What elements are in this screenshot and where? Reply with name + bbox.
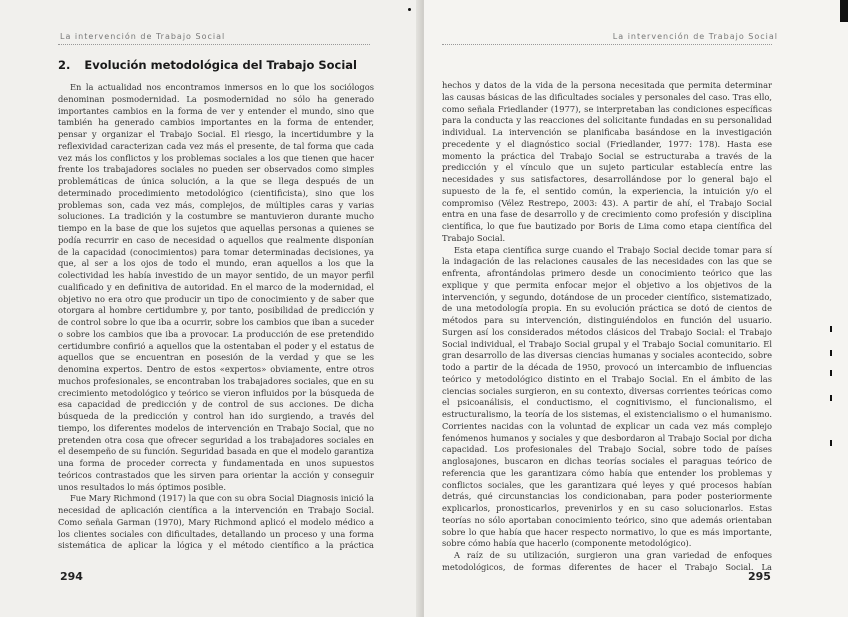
section-title: Evolución metodológica del Trabajo Social xyxy=(84,58,357,72)
left-paragraph-2: Fue Mary Richmond (1917) la que con su obra Social Diagnosis inició la necesidad de aplicación científica a la intervención en Trabajo Social. Como señala Garman (1970), Mary Richmond aplicó el modelo médico a los clientes sociales con dificultades, detallando un proceso y una forma sistemática de aplicar la lógica y el método científico a la práctica xyxy=(58,493,374,550)
section-number: 2. xyxy=(58,58,71,72)
header-rule-right xyxy=(442,44,772,45)
right-paragraph-2: Esta etapa científica surge cuando el Trabajo Social decide tomar para sí la indagación de las relaciones causales de las necesidades con las que se enfrenta, afrontándolas primero desde un conocimiento teórico que las explique y que permita enfocar mejor el objetivo a los objetivos de la intervención, y segundo, dotándose de un proceder científico, sistematizado, de una metodología propia. En su evolución práctica se dotó de cientos de métodos para su intervención, distinguiéndolos en función del usuario. Surgen así los considerados métodos clásicos del Trabajo Social: el Trabajo Social individual, el Trabajo Social grupal y el Trabajo Social comunitario. El gran desarrollo de las diversas ciencias humanas y sociales acontecido, sobre todo a partir de la década de 1950, provocó un intercambio de influencias teórico y metodológico distinto en el Trabajo Social. En el ámbito de las ciencias sociales surgieron, en su contexto, diversas corrientes teóricas como el psicoanálisis, el conductismo, el cognitivismo, el funcionalismo, el estructuralismo, la teoría de los sistemas, el existencialismo o el humanismo. Corrientes nacidas con la voluntad de explicar un cada vez más complejo fenómenos humanos y sociales y que desbordaron al Trabajo Social por dicha capacidad. Los profesionales del Trabajo Social, sobre todo de países anglosajones, buscaron en dichas teorías sociales el paraguas teórico de referencia que les garantizara cómo había que entender los problemas y conflictos sociales, que les garantizara qué leyes y qué procesos habían detrás, qué circunstancias los condicionaban, para poder posteriormente explicarlos, pronosticarlos, prevenirlos y en su caso solucionarlos. Estas teorías no sólo aportaban conocimiento teórico, sino que además orientaban sobre lo que había que hacer respecto normativo, lo que es más importante, sobre cómo había que hacerlo (componente metodológico). xyxy=(442,244,772,549)
scan-tick-4 xyxy=(830,395,832,401)
header-rule-left xyxy=(58,44,370,45)
section-heading xyxy=(58,58,357,72)
right-paragraph-3: A raíz de su utilización, surgieron una gran variedad de enfoques metodológicos, de formas diferentes de hacer el Trabajo Social. La xyxy=(442,550,772,572)
right-text-column xyxy=(442,80,772,572)
scan-tick-2 xyxy=(830,350,832,356)
right-paragraph-1: hechos y datos de la vida de la persona necesitada que permita determinar las causas básicas de las dificultades sociales y personales del caso. Tras ello, como señala Friedlander (1977), se interpretaban las condiciones específicas para la conducta y las reacciones del solicitante fundadas en su personalidad individual. La intervención se planificaba basándose en la investigación precedente y el diagnóstico social (Friedlander, 1977: 178). Hasta ese momento la práctica del Trabajo Social se estructuraba a través de la predicción y el vínculo que un sujeto particular establecía entre las necesidades y sus satisfactores, desarrollándose por lo general bajo el supuesto de la fe, el sentido común, la experiencia, la intuición y/o el compromiso (Vélez Restrepo, 2003: 43). A partir de ahí, el Trabajo Social entra en una fase de desarrollo y de crecimiento como profesión y disciplina científica, lo que fue bautizado por Boris de Lima como etapa científica del Trabajo Social. xyxy=(442,80,772,243)
running-head-left: La intervención de Trabajo Social xyxy=(60,32,226,41)
right-page xyxy=(424,0,848,617)
page-number-left: 294 xyxy=(60,570,83,583)
scan-dot xyxy=(408,8,411,11)
scan-tick-3 xyxy=(830,370,832,376)
running-head-right: La intervención de Trabajo Social xyxy=(612,32,778,41)
scan-edge-mark xyxy=(840,0,848,22)
left-text-column xyxy=(58,82,374,550)
left-page xyxy=(0,0,420,617)
scan-tick-1 xyxy=(830,326,832,332)
scan-tick-5 xyxy=(830,440,832,446)
left-paragraph-1: En la actualidad nos encontramos inmersos en lo que los sociólogos denominan posmodernidad. La posmodernidad no sólo ha generado importantes cambios en la forma de ver y entender el mundo, sino que también ha generado cambios importantes en la forma de entender, pensar y organizar el Trabajo Social. El riesgo, la incertidumbre y la reflexividad caracterizan cada vez más el presente, de tal forma que cada vez más los conflictos y los problemas sociales a los que tienen que hacer frente los trabajadores sociales no pueden ser observados como simples problemáticas de única solución, a la que se llega después de un determinado procedimiento metodológico (cientificista), sino que los problemas son, cada vez más, complejos, de múltiples caras y varias soluciones. La tradición y la costumbre se mantuvieron durante mucho tiempo en la base de que los sujetos que aquellas personas a quienes se podía recurrir en caso de necesidad o aquellos que realmente disponían de la capacidad (conocimientos) para tomar determinadas decisiones, ya que, al ser a los ojos de todo el mundo, eran aquellos a los que la colectividad les había investido de un mayor sentido, de un mayor perfil cualificado y en definitiva de autoridad. En el marco de la modernidad, el objetivo no era otro que producir un tipo de conocimiento y de saber que otorgara al hombre certidumbre y, por tanto, posibilidad de predicción y de control sobre lo que iba a ocurrir, sobre los cambios que iban a suceder o sobre los cambios que iba a provocar. La producción de ese pretendido certidumbre confirió a aquellos que la ostentaban el poder y el estatus de aquellos que se encuentran en posesión de la verdad y que se les denomina expertos. Dentro de estos «expertos» obviamente, entre otros muchos profesionales, se encontraban los trabajadores sociales, que en su crecimiento metodológico y teórico se vieron influidos por la búsqueda de esa capacidad de predicción y de control de sus acciones. De dicha búsqueda de la predicción y control han ido surgiendo, a través del tiempo, los diferentes modelos de intervención en Trabajo Social, que no pretenden otra cosa que ofrecer seguridad a los trabajadores sociales en el desempeño de su función. Seguridad basada en que el modelo garantiza una forma de proceder correcta y fundamentada en unos supuestos teóricos contrastados que les sirven para orientar la acción y conseguir unos resultados lo más óptimos posible. xyxy=(58,82,374,492)
page-number-right: 295 xyxy=(748,570,771,583)
